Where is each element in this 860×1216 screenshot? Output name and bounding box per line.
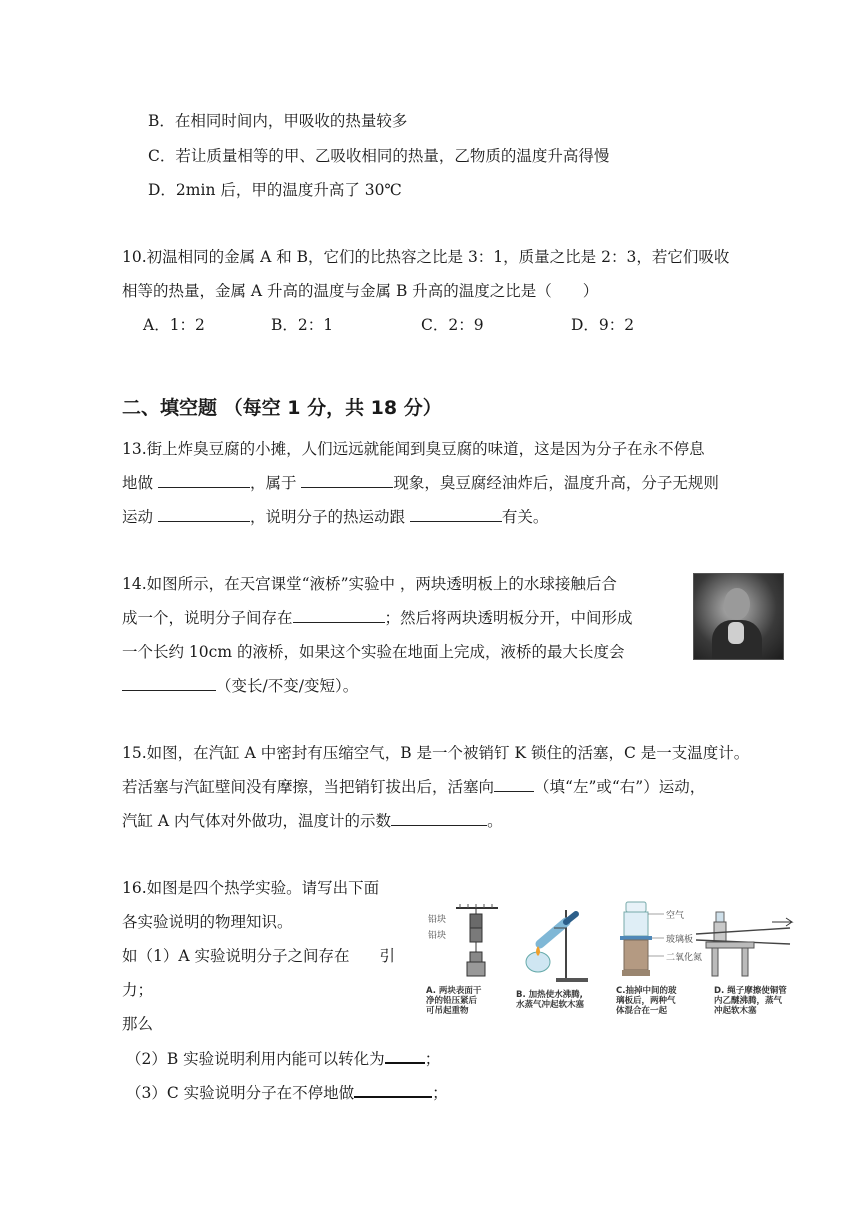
label-block-1: 铅块 [428, 915, 447, 925]
q15-text: （填“左”或“右”）运动， [534, 778, 706, 796]
q10-option-c: C．2：9 [421, 316, 484, 334]
caption-line: 水蒸气冲起软木塞 [516, 1000, 585, 1010]
label-glass: 玻璃板 [666, 935, 694, 945]
q16-line-5: 那么 [122, 1015, 154, 1033]
q13-text: 现象，臭豆腐经油炸后，温度升高，分子无规则 [393, 474, 719, 492]
answer-blank[interactable] [494, 777, 534, 792]
caption-line: C.抽掉中间的玻 [616, 986, 677, 996]
experiment-a-icon [456, 904, 498, 976]
q10-option-d: D．9：2 [571, 316, 635, 334]
q16-line-3 [122, 946, 395, 966]
caption-line: 体混合在一起 [616, 1006, 668, 1016]
experiment-c-icon [620, 902, 664, 976]
q16-text: 如（1）A 实验说明分子之间存在 [122, 947, 350, 965]
q16-line-2: 各实验说明的物理知识。 [122, 913, 293, 931]
caption-line: 内乙醚沸腾，蒸气 [714, 996, 783, 1006]
q16-text: ； [424, 1050, 441, 1068]
q13-text: 地做 [122, 474, 158, 492]
q10-line-1: 10.初温相同的金属 A 和 B，它们的比热容之比是 3：1，质量之比是 2：3，若它们吸收 [122, 248, 730, 266]
q16-text: （2）B 实验说明利用内能可以转化为 [126, 1050, 385, 1068]
label-air: 空气 [666, 911, 685, 921]
q13-text: 运动 [122, 508, 158, 526]
section-heading: 二、填空题 （每空 1 分，共 18 分） [122, 397, 442, 419]
q10-option-a: A．1：2 [143, 316, 205, 334]
q14-text: （变长/不变/变短）。 [216, 677, 359, 695]
q16-line-4: 力； [122, 981, 154, 999]
caption-line: 冲起软木塞 [714, 1006, 757, 1016]
q10-option-b: B．2：1 [271, 316, 334, 334]
q14-line-2 [122, 608, 633, 628]
q9-option-d: D．2min 后，甲的温度升高了 30℃ [148, 181, 402, 199]
q9-option-b: B．在相同时间内，甲吸收的热量较多 [148, 112, 408, 130]
q15-text: 若活塞与汽缸壁间没有摩擦，当把销钉拔出后，活塞向 [122, 778, 495, 796]
q14-text: 成一个，说明分子间存在 [122, 609, 293, 627]
label-block-2: 铅块 [428, 931, 447, 941]
q9-option-c: C．若让质量相等的甲、乙吸收相同的热量，乙物质的温度升高得慢 [148, 147, 610, 165]
q16-text: ； [432, 1084, 448, 1102]
q15-line-3 [122, 811, 503, 831]
q13-text: 有关。 [501, 508, 549, 526]
q14-line-3: 一个长约 10cm 的液桥，如果这个实验在地面上完成，液桥的最大长度会 [122, 643, 625, 661]
caption-line: D. 绳子摩擦使铜管 [714, 986, 787, 996]
answer-blank[interactable] [410, 507, 502, 522]
experiment-b-icon [526, 910, 588, 982]
q13-line-3 [122, 507, 548, 527]
q16-line-6 [126, 1048, 440, 1069]
answer-blank[interactable] [122, 676, 216, 691]
q14-line-4 [122, 676, 358, 696]
answer-blank[interactable] [391, 811, 487, 826]
q14-line-1: 14.如图所示，在天宫课堂“液桥”实验中 ，两块透明板上的水球接触后合 [122, 575, 617, 593]
caption-a [426, 986, 481, 1016]
experiment-d-icon [696, 912, 792, 976]
answer-blank[interactable] [354, 1082, 432, 1098]
astronaut-face [724, 588, 750, 620]
q15-line-2 [122, 777, 705, 797]
answer-blank[interactable] [158, 507, 250, 522]
label-no2: 二氧化氮 [666, 953, 703, 963]
liquid-bridge-photo [693, 573, 784, 660]
answer-blank[interactable] [293, 608, 385, 623]
caption-line: 璃板后，两种气 [616, 996, 676, 1006]
four-experiments-figure [420, 900, 810, 1030]
caption-line: B. 加热使水沸腾, [516, 990, 583, 1000]
caption-c [616, 986, 676, 1016]
caption-line: 净的铅压紧后 [426, 996, 478, 1006]
answer-blank[interactable] [158, 473, 250, 488]
caption-line: A. 两块表面干 [426, 986, 482, 996]
liquid-bridge-plates [728, 622, 744, 644]
answer-blank[interactable] [385, 1048, 425, 1064]
q14-text: ；然后将两块透明板分开，中间形成 [384, 609, 633, 627]
q13-text: ，说明分子的热运动跟 [249, 508, 410, 526]
caption-line: 可吊起重物 [426, 1006, 469, 1016]
q15-line-1: 15.如图，在汽缸 A 中密封有压缩空气，B 是一个被销钉 K 锁住的活塞，C 是一支温度计。 [122, 744, 750, 762]
q15-text: 。 [487, 812, 503, 830]
answer-blank[interactable] [301, 473, 393, 488]
q13-line-2 [122, 473, 719, 493]
caption-b [516, 990, 584, 1010]
caption-d [714, 986, 787, 1016]
q16-line-1: 16.如图是四个热学实验。请写出下面 [122, 879, 380, 897]
q16-text: （3）C 实验说明分子在不停地做 [126, 1084, 355, 1102]
q15-text: 汽缸 A 内气体对外做功，温度计的示数 [122, 812, 392, 830]
q13-line-1: 13.街上炸臭豆腐的小摊，人们远远就能闻到臭豆腐的味道，这是因为分子在永不停息 [122, 440, 705, 458]
q16-line-7 [126, 1082, 448, 1103]
q10-line-2: 相等的热量，金属 A 升高的温度与金属 B 升高的温度之比是（ ） [122, 282, 599, 300]
q16-text: 引 [379, 947, 395, 965]
q13-text: ，属于 [249, 474, 302, 492]
